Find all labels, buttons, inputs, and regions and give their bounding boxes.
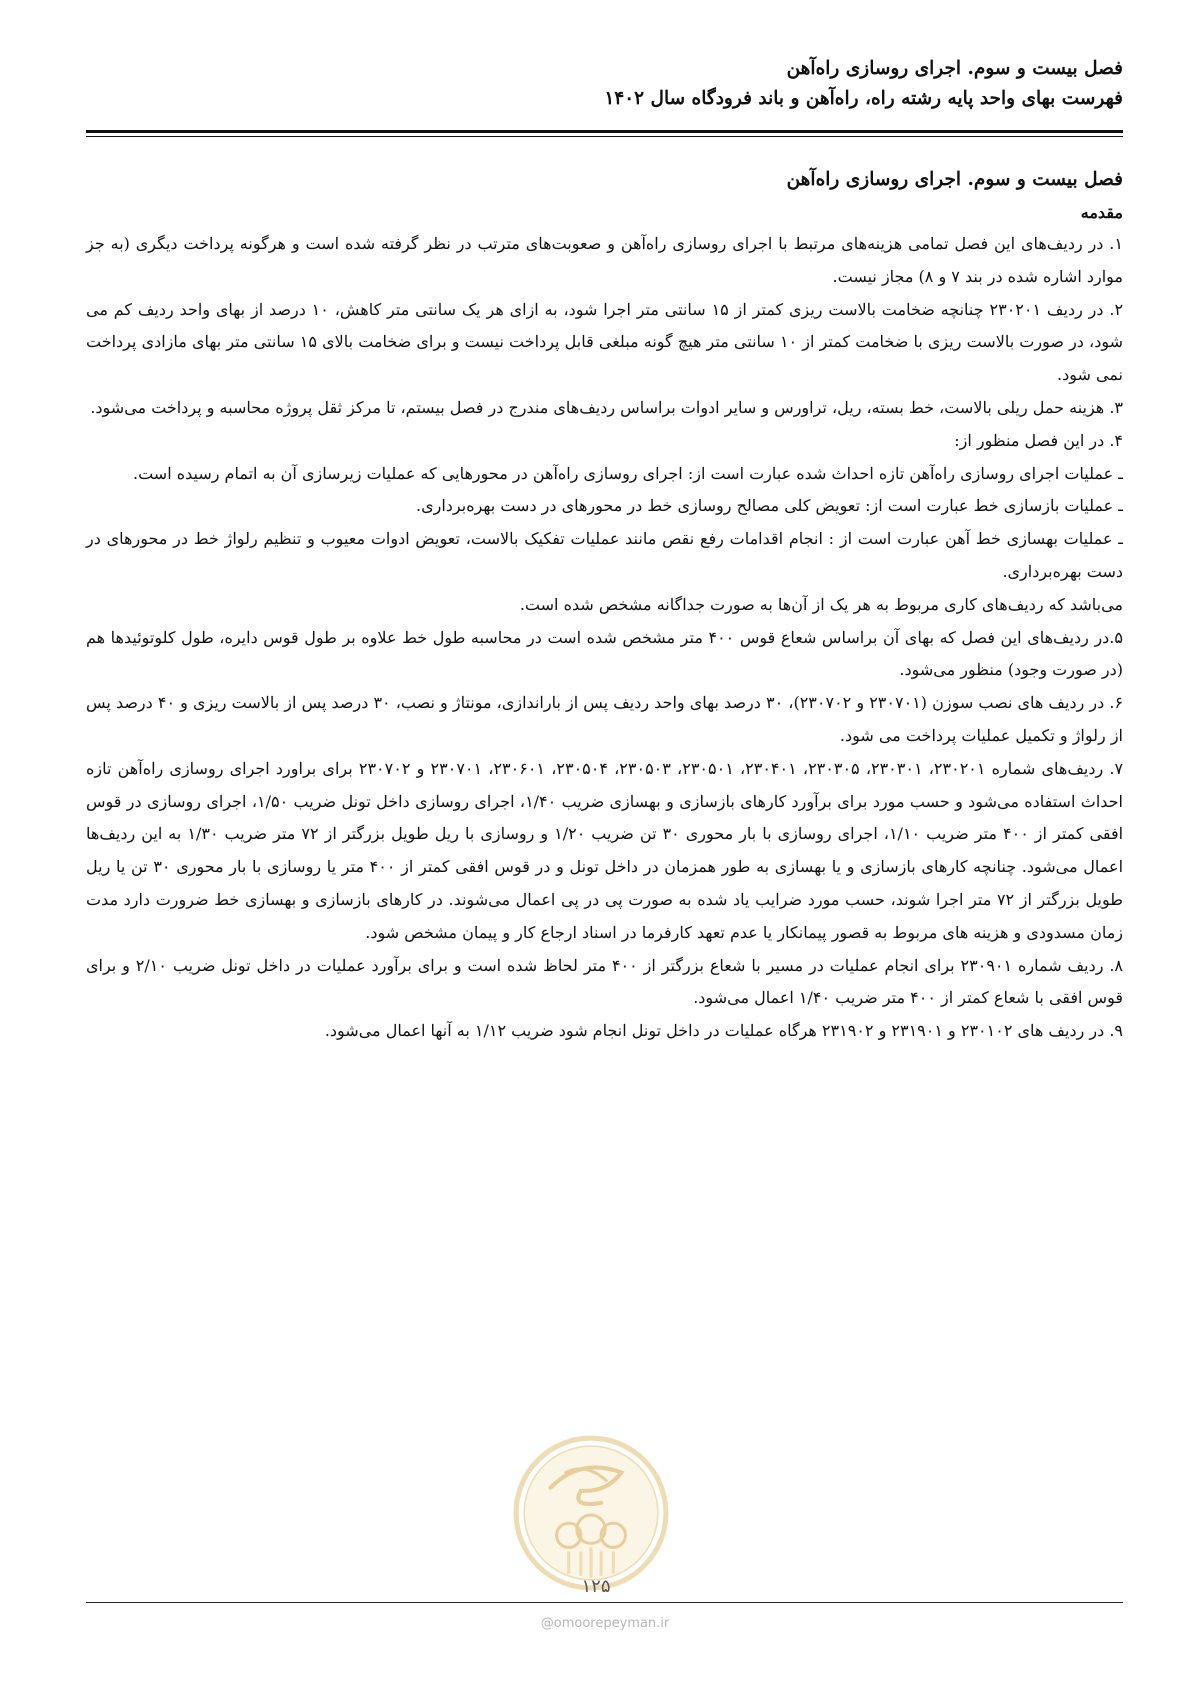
paragraph: ۱. در ردیف‌های این فصل تمامی هزینه‌های مرتبط با اجرای روسازی راه‌آهن و صعوبت‌های مترتب در نظر گرفته شده است و هرگونه پرداخت دیگری (به جز موارد اشاره شده در بند ۷ و ۸) مجاز نیست. bbox=[86, 234, 1123, 286]
header-rule-thin bbox=[86, 136, 1123, 137]
document-body bbox=[86, 162, 1123, 1048]
header-rule-thick bbox=[86, 130, 1123, 133]
footer-rule bbox=[86, 1602, 1123, 1603]
page-header bbox=[86, 54, 1123, 114]
publisher-seal-logo bbox=[510, 1432, 672, 1594]
section-title: فصل بیست و سوم. اجرای روسازی راه‌آهن bbox=[786, 169, 1123, 190]
paragraph: می‌باشد که ردیف‌های کاری مربوط به هر یک از آن‌ها به صورت جداگانه مشخص شده است. bbox=[519, 594, 1123, 614]
paragraph: ـ عملیات بازسازی خط عبارت است از: تعویض کلی مصالح روسازی خط در محورهای در دست بهره‌برداری. bbox=[416, 496, 1123, 516]
paragraph: ۷. ردیف‌های شماره ۲۳۰۲۰۱، ۲۳۰۳۰۱، ۲۳۰۳۰۵، ۲۳۰۴۰۱، ۲۳۰۵۰۱، ۲۳۰۵۰۳، ۲۳۰۵۰۴، ۲۳۰۶۰۱، ۲۳۰۷۰۱ و ۲۳۰۷۰۲ برای براورد اجرای روسازی راه‌آهن تازه احداث استفاده می‌شود و حسب مورد برای برآورد کارهای بازسازی و بهسازی ضریب ۱/۴۰، اجرای روسازی داخل تونل ضریب ۱/۵۰، اجرای روسازی در قوس افقی کمتر از ۴۰۰ متر ضریب ۱/۱۰، اجرای روسازی با بار محوری ۳۰ تن ضریب ۱/۲۰ و روسازی با ریل طویل بزرگتر از ۷۲ متر ضریب ۱/۳۰ به این ردیف‌ها اعمال می‌شود. چنانچه کارهای بازسازی و یا بهسازی به طور همزمان در داخل تونل و در قوس افقی کمتر از ۴۰۰ متر یا روسازی با بار محوری ۳۰ تن یا ریل طویل بزرگتر از ۷۲ متر اجرا شوند، حسب مورد ضرایب یاد شده به صورت پی در پی اعمال می‌شوند. در کارهای بازسازی و بهسازی خط ضرورت دارد مدت زمان مسدودی و هزینه های مربوط به قصور پیمانکار یا عدم تعهد کارفرما در اسناد ارجاع کار و پیمان مشخص شود. bbox=[86, 758, 1124, 942]
paragraph: ۹. در ردیف های ۲۳۰۱۰۲ و ۲۳۱۹۰۱ و ۲۳۱۹۰۲ هرگاه عملیات در داخل تونل انجام شود ضریب ۱/۱۲ به آنها اعمال می‌شود. bbox=[324, 1021, 1123, 1041]
paragraph: ـ عملیات اجرای روسازی راه‌آهن تازه احداث شده عبارت است از: اجرای روسازی راه‌آهن در محورهایی که عملیات زیرسازی آن به اتمام رسیده است. bbox=[132, 463, 1123, 483]
intro-heading: مقدمه bbox=[1080, 203, 1123, 222]
header-chapter-title: فصل بیست و سوم. اجرای روسازی راه‌آهن bbox=[786, 58, 1123, 79]
paragraph: ۲. در ردیف ۲۳۰۲۰۱ چنانچه ضخامت بالاست ریزی کمتر از ۱۵ سانتی متر اجرا شود، به ازای هر یک سانتی متر کاهش، ۱۰ درصد از بهای واحد ردیف کم می شود، در صورت بالاست ریزی با ضخامت کمتر از ۱۰ سانتی متر هیچ گونه مبلغی قابل پرداخت نیست و برای ضخامت بالای ۱۵ سانتی متر بهای مازادی پرداخت نمی شود. bbox=[86, 299, 1124, 385]
header-list-title: فهرست بهای واحد پایه رشته راه، راه‌آهن و باند فرودگاه سال ۱۴۰۲ bbox=[604, 88, 1123, 109]
page-number: ۱۲۵ bbox=[581, 1576, 611, 1597]
paragraph: ـ عملیات بهسازی خط آهن عبارت است از : انجام اقدامات رفع نقص مانند عملیات تفکیک بالاست، تعویض ادوات معیوب و تنظیم رلواژ خط در محورهای در دست بهره‌برداری. bbox=[86, 529, 1123, 581]
paragraph: ۴. در این فصل منظور از: bbox=[954, 430, 1123, 450]
paragraph: ۶. در ردیف های نصب سوزن (۲۳۰۷۰۱ و ۲۳۰۷۰۲)، ۳۰ درصد بهای واحد ردیف پس از باراندازی، مونتاژ و نصب، ۳۰ درصد پس از بالاست ریزی و ۴۰ درصد پس از رلواژ و تکمیل عملیات پرداخت می شود. bbox=[86, 693, 1124, 745]
watermark-url: @omoorepeyman.ir bbox=[540, 1616, 670, 1631]
paragraph: ۳. هزینه حمل ریلی بالاست، خط بسته، ریل، تراورس و سایر ادوات براساس ردیف‌های مندرج در فصل بیستم، تا مرکز ثقل پروژه محاسبه و پرداخت می‌شود. bbox=[90, 397, 1123, 417]
paragraph: ۵.در ردیف‌های این فصل که بهای آن براساس شعاع قوس ۴۰۰ متر مشخص شده است در محاسبه طول خط علاوه بر طول قوس دایره، طول کلوتوئیدها هم (در صورت وجود) منظور می‌شود. bbox=[86, 627, 1123, 680]
paragraph: ۸. ردیف شماره ۲۳۰۹۰۱ برای انجام عملیات در مسیر با شعاع بزرگتر از ۴۰۰ متر لحاظ شده است و برای برآورد عملیات در داخل تونل ضریب ۲/۱۰ و برای قوس افقی با شعاع کمتر از ۴۰۰ متر ضریب ۱/۴۰ اعمال می‌شود. bbox=[86, 955, 1123, 1008]
